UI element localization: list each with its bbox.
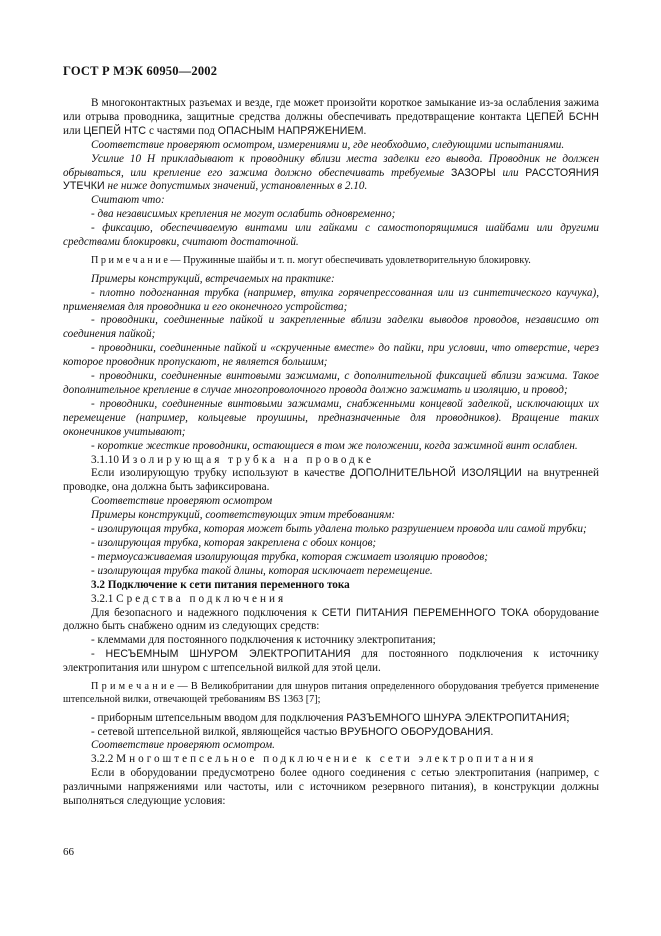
compliance-text: Соответствие проверяют осмотром [91,495,273,508]
list-item: - изолирующая трубка такой длины, которая исключает перемещение. [91,564,433,577]
list-item: - два независимых крепления не могут ослабить одновременно; [91,208,396,221]
paragraph: Примеры конструкций, встречаемых на практике: [91,272,335,285]
compliance-text: Соответствие проверяют осмотром. [91,739,275,752]
list-item: - проводники, соединенные пайкой и «скрученные вместе» до пайки, при условии, что отверстие, через которое проводник пропускают, не является большим; [63,342,599,369]
list-item: - проводники, соединенные винтовыми зажимами, с дополнительной фиксацией вблизи зажима. Такое дополнительное крепление в случае многопроволочного провода должно зажимать и изоляцию, и провод; [63,370,599,397]
section-heading-3-1-10: 3.1.10 Изолирующая трубка на проводке [91,453,374,466]
document-page [63,64,599,809]
list-item: - плотно подогнанная трубка (например, втулка горячепрессованная или из синтетического каучука), применяемая для проводника и его оконечного устройства; [63,286,599,313]
list-item: - изолирующая трубка, которая закреплена с обоих концов; [91,536,377,549]
paragraph: Считают что: [91,194,165,207]
section-heading-3-2-1: 3.2.1 Средства подключения [91,592,287,605]
list-item: - изолирующая трубка, которая может быть удалена только разрушением провода или самой трубки; [91,523,587,536]
note: П р и м е ч а н и е — В Великобритании для шнуров питания определенного оборудования требуется применение штепсельной вилки, отвечающей требованиям BS 1363 [7]; [63,681,599,705]
page-number: 66 [63,846,74,858]
section-heading-3-2: 3.2 Подключение к сети питания переменного тока [91,578,350,591]
list-item: - короткие жесткие проводники, остающиеся в том же положении, когда зажимной винт ослаблен. [91,439,578,452]
list-item: - клеммами для постоянного подключения к источнику электропитания; [91,634,436,647]
list-item: - термоусаживаемая изолирующая трубка, которая сжимает изоляцию проводов; [91,550,488,563]
paragraph: Если в оборудовании предусмотрено более одного соединения с сетью электропитания (например, с различными напряжениями или частоты, или с источником резервного питания), в конструкции должны выполняться следующие условия: [63,767,599,808]
list-item: - приборным штепсельным вводом для подключения РАЗЪЕМНОГО ШНУРА ЭЛЕКТРОПИТАНИЯ; [91,711,570,724]
section-heading-3-2-2: 3.2.2 Многоштепсельное подключение к сети электропитания [91,753,537,766]
list-item: - НЕСЪЕМНЫМ ШНУРОМ ЭЛЕКТРОПИТАНИЯ для постоянного подключения к источнику электропитания или шнуром с штепсельной вилкой для этой цели. [63,648,599,675]
document-header: ГОСТ Р МЭК 60950—2002 [63,64,218,78]
paragraph: В многоконтактных разъемах и везде, где может произойти короткое замыкание из-за ослабления зажима или отрыва проводника, защитные средства должны обеспечивать предотвращение контакта ЦЕПЕЙ БСНН или ЦЕПЕЙ НТС с частями под ОПАСНЫМ НАПРЯЖЕНИЕМ. [63,97,599,137]
paragraph: Для безопасного и надежного подключения к СЕТИ ПИТАНИЯ ПЕРЕМЕННОГО ТОКА оборудование должно быть снабжено одним из следующих средств: [63,606,599,633]
paragraph: Усилие 10 Н прикладывают к проводнику вблизи места заделки его вывода. Проводник не должен обрываться, или крепление его зажима должно обеспечивать требуемые ЗАЗОРЫ или РАССТОЯНИЯ УТЕЧКИ не ниже допустимых значений, установленных в 2.10. [63,152,600,193]
paragraph: Если изолирующую трубку используют в качестве ДОПОЛНИТЕЛЬНОЙ ИЗОЛЯЦИИ на внутренней проводке, она должна быть зафиксирована. [63,467,600,494]
note: П р и м е ч а н и е — Пружинные шайбы и т. п. могут обеспечивать удовлетворительную блокировку. [91,254,531,266]
list-item: - проводники, соединенные винтовыми зажимами, снабженными концевой заделкой, исключающих их перемещение (например, кольцевые проушины, предназначенные для проводников). Вращение таких оконечников учитывают; [63,397,599,438]
list-item: - фиксацию, обеспечиваемую винтами или гайками с самостопорящимися шайбами или другими средствами блокировки, считают достаточной. [63,222,599,249]
paragraph: Примеры конструкций, соответствующих этим требованиям: [91,509,396,522]
list-item: - сетевой штепсельной вилкой, являющейся частью ВРУБНОГО ОБОРУДОВАНИЯ. [91,725,494,738]
list-item: - проводники, соединенные пайкой и закрепленные вблизи заделки выводов проводов, независимо от соединения пайкой; [63,314,599,341]
compliance-text: Соответствие проверяют осмотром, измерениями и, где необходимо, следующими испытаниями. [91,138,565,151]
